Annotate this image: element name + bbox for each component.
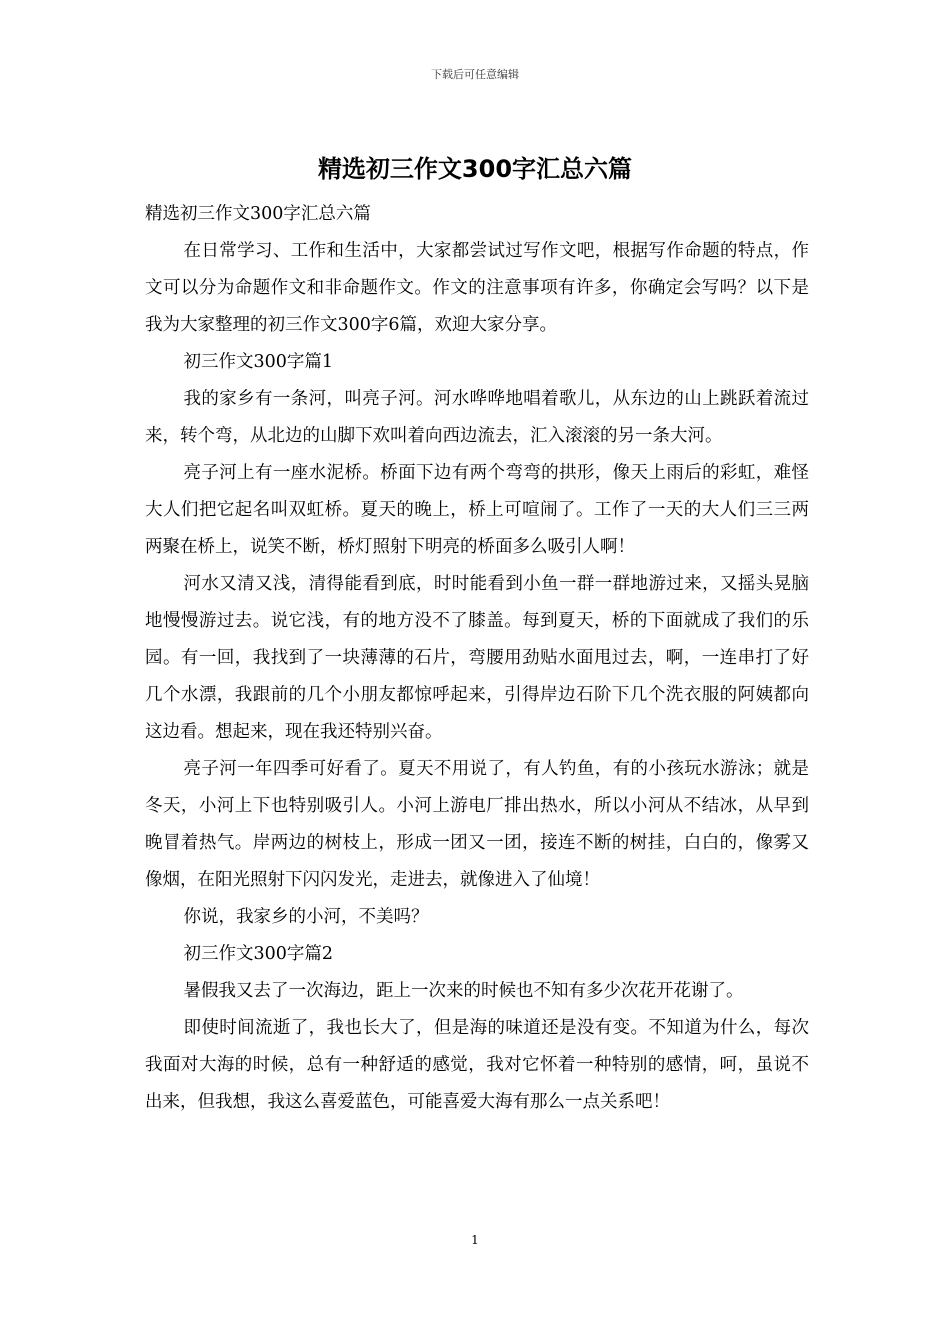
paragraph: 暑假我又去了一次海边，距上一次来的时候也不知有多少次花开花谢了。 <box>183 981 744 1001</box>
document-title: 精选初三作文300字汇总六篇 <box>317 155 633 183</box>
document-body <box>145 196 809 1121</box>
section-heading-1: 初三作文300字篇1 <box>183 352 334 372</box>
paragraph: 亮子河上有一座水泥桥。桥面下边有两个弯弯的拱形，像天上雨后的彩虹，难怪大人们把它起名叫双虹桥。夏天的晚上，桥上可喧闹了。工作了一天的大人们三三两两聚在桥上，说笑不断，桥灯照射下明亮的桥面多么吸引人啊！ <box>145 463 809 557</box>
paragraph: 亮子河一年四季可好看了。夏天不用说了，有人钓鱼，有的小孩玩水游泳；就是冬天，小河上下也特别吸引人。小河上游电厂排出热水，所以小河从不结冰，从早到晚冒着热气。岸两边的树枝上，形成一团又一团，接连不断的树挂，白白的，像雾又像烟，在阳光照射下闪闪发光，走进去，就像进入了仙境！ <box>145 759 809 890</box>
page-number: 1 <box>471 1233 479 1247</box>
section-heading-2: 初三作文300字篇2 <box>183 944 334 964</box>
paragraph: 你说，我家乡的小河，不美吗？ <box>183 907 429 927</box>
document-subtitle: 精选初三作文300字汇总六篇 <box>145 204 371 224</box>
paragraph: 即使时间流逝了，我也长大了，但是海的味道还是没有变。不知道为什么，每次我面对大海的时候，总有一种舒适的感觉，我对它怀着一种特别的感情，呵，虽说不出来，但我想，我这么喜爱蓝色，可能喜爱大海有那么一点关系吧！ <box>145 1018 809 1112</box>
paragraph: 我的家乡有一条河，叫亮子河。河水哗哗地唱着歌儿，从东边的山上跳跃着流过来，转个弯，从北边的山脚下欢叫着向西边流去，汇入滚滚的另一条大河。 <box>145 389 809 446</box>
paragraph: 河水又清又浅，清得能看到底，时时能看到小鱼一群一群地游过来，又摇头晃脑地慢慢游过去。说它浅，有的地方没不了膝盖。每到夏天，桥的下面就成了我们的乐园。有一回，我找到了一块薄薄的石片，弯腰用劲贴水面甩过去，啊，一连串打了好几个水漂，我跟前的几个小朋友都惊呼起来，引得岸边石阶下几个洗衣服的阿姨都向这边看。想起来，现在我还特别兴奋。 <box>145 574 809 742</box>
paragraph-intro: 在日常学习、工作和生活中，大家都尝试过写作文吧，根据写作命题的特点，作文可以分为命题作文和非命题作文。作文的注意事项有许多，你确定会写吗？以下是我为大家整理的初三作文300字6篇，欢迎大家分享。 <box>145 241 809 335</box>
header-note: 下载后可任意编辑 <box>431 68 519 81</box>
